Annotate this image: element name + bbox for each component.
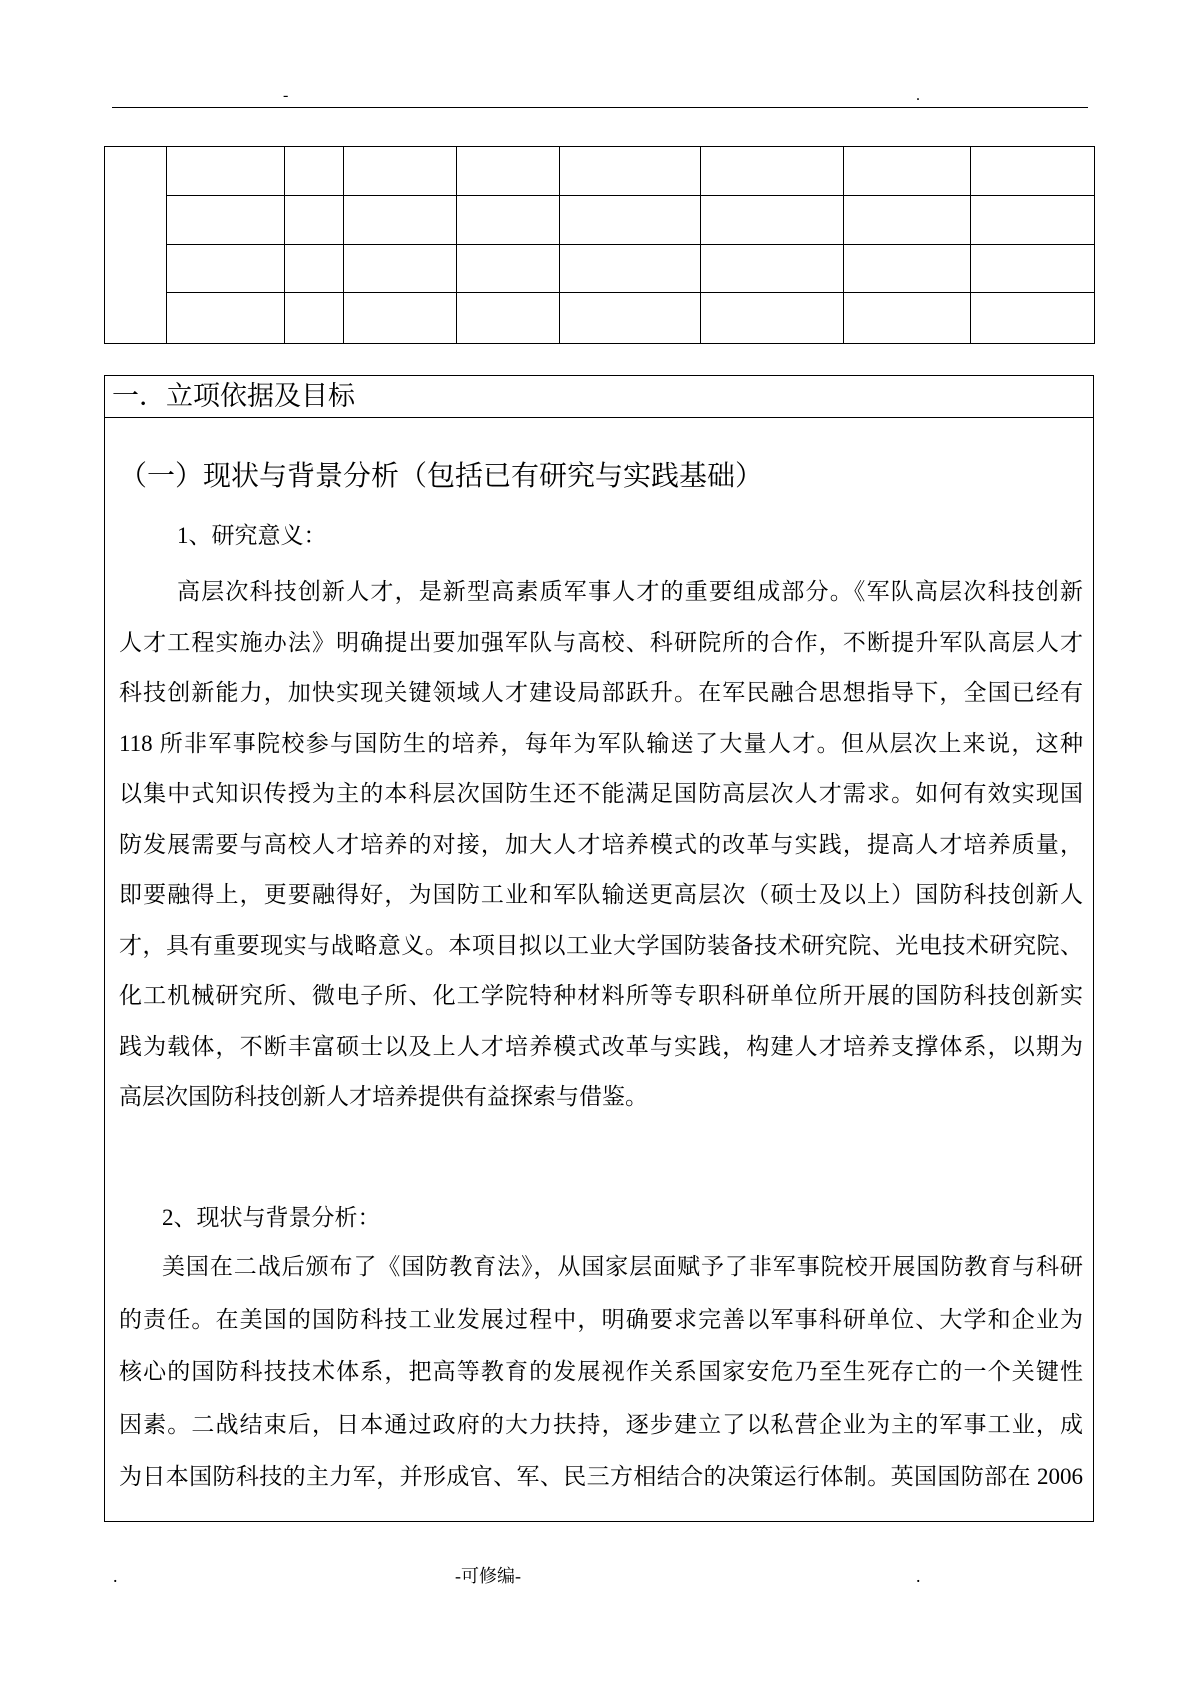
table-row	[105, 196, 1095, 245]
table-cell	[457, 196, 560, 245]
section-subtitle: （一）现状与背景分析（包括已有研究与实践基础）	[119, 461, 764, 492]
table-row	[105, 293, 1095, 344]
paragraph-line: 美国在二战后颁布了《国防教育法》，从国家层面赋予了非军事院校开展国防教育与科研	[162, 1254, 1083, 1279]
header-right-mark: .	[916, 87, 920, 104]
paragraph-line: 高层次国防科技创新人才培养提供有益探索与借鉴。	[119, 1084, 648, 1109]
paragraph-line: 118 所非军事院校参与国防生的培养，每年为军队输送了大量人才。但从层次上来说，这种	[119, 730, 1083, 756]
table-cell	[285, 196, 344, 245]
paragraph-line: 科技创新能力，加快实现关键领域人才建设局部跃升。在军民融合思想指导下，全国已经有	[119, 680, 1083, 705]
paragraph-line: 为日本国防科技的主力军，并形成官、军、民三方相结合的决策运行体制。英国国防部在 2006	[119, 1464, 1083, 1489]
header-rule	[112, 107, 1088, 108]
table-cell	[844, 147, 971, 196]
header-left-mark: -	[283, 87, 289, 104]
table-cell	[167, 245, 285, 293]
table-cell	[457, 147, 560, 196]
paragraph-line: 核心的国防科技技术体系，把高等教育的发展视作关系国家安危乃至生死存亡的一个关键性	[119, 1359, 1083, 1384]
paragraph-line: 的责任。在美国的国防科技工业发展过程中，明确要求完善以军事科研单位、大学和企业为	[119, 1306, 1083, 1332]
paragraph-line: 因素。二战结束后，日本通过政府的大力扶持，逐步建立了以私营企业为主的军事工业，成	[119, 1411, 1083, 1437]
paragraph-line: 化工机械研究所、微电子所、化工学院特种材料所等专职科研单位所开展的国防科技创新实	[119, 983, 1083, 1008]
table-cell	[560, 293, 701, 344]
table-cell	[844, 196, 971, 245]
table-cell	[344, 245, 457, 293]
paragraph-line: 人才工程实施办法》明确提出要加强军队与高校、科研院所的合作，不断提升军队高层人才	[119, 629, 1083, 655]
part2-paragraph	[119, 1241, 1083, 1504]
table-cell	[167, 147, 285, 196]
table-cell	[344, 147, 457, 196]
table-cell	[344, 196, 457, 245]
table-cell	[971, 147, 1095, 196]
section-title: 一．立项依据及目标	[105, 376, 1093, 418]
part1-paragraph	[119, 567, 1083, 1123]
table-cell	[285, 293, 344, 344]
table-cell	[844, 293, 971, 344]
paragraph-line: 即要融得上，更要融得好，为国防工业和军队输送更高层次（硕士及以上）国防科技创新人	[119, 882, 1083, 907]
paragraph-line: 高层次科技创新人才，是新型高素质军事人才的重要组成部分。《军队高层次科技创新	[177, 579, 1083, 604]
table-cell	[701, 245, 844, 293]
footer-right-mark: .	[916, 1566, 921, 1586]
table-cell	[560, 147, 701, 196]
footer-left-mark: .	[113, 1566, 118, 1586]
table-cell	[457, 245, 560, 293]
table-cell	[167, 293, 285, 344]
table-cell	[560, 196, 701, 245]
table-cell	[167, 196, 285, 245]
paragraph-line: 才，具有重要现实与战略意义。本项目拟以工业大学国防装备技术研究院、光电技术研究院、	[119, 932, 1083, 958]
paragraph-line: 践为载体，不断丰富硕士以及上人才培养模式改革与实践，构建人才培养支撑体系，以期为	[119, 1033, 1083, 1059]
table-cell	[701, 196, 844, 245]
paragraph-line: 以集中式知识传授为主的本科层次国防生还不能满足国防高层次人才需求。如何有效实现国	[119, 781, 1083, 806]
table-row	[105, 245, 1095, 293]
table-cell	[844, 245, 971, 293]
part1-heading: 1、研究意义：	[177, 523, 327, 548]
table-cell	[971, 196, 1095, 245]
paragraph-line: 防发展需要与高校人才培养的对接，加大人才培养模式的改革与实践，提高人才培养质量，	[119, 831, 1083, 857]
table-cell	[285, 245, 344, 293]
table-merged-cell	[105, 147, 167, 344]
table-cell	[344, 293, 457, 344]
table-cell	[701, 147, 844, 196]
top-table	[104, 146, 1095, 344]
table-cell	[457, 293, 560, 344]
table-cell	[285, 147, 344, 196]
table-cell	[971, 245, 1095, 293]
footer-center-text: -可修编-	[455, 1566, 521, 1586]
table-cell	[560, 245, 701, 293]
table-cell	[701, 293, 844, 344]
table-cell	[971, 293, 1095, 344]
table-row	[105, 147, 1095, 196]
part2-heading: 2、现状与背景分析：	[162, 1205, 381, 1230]
